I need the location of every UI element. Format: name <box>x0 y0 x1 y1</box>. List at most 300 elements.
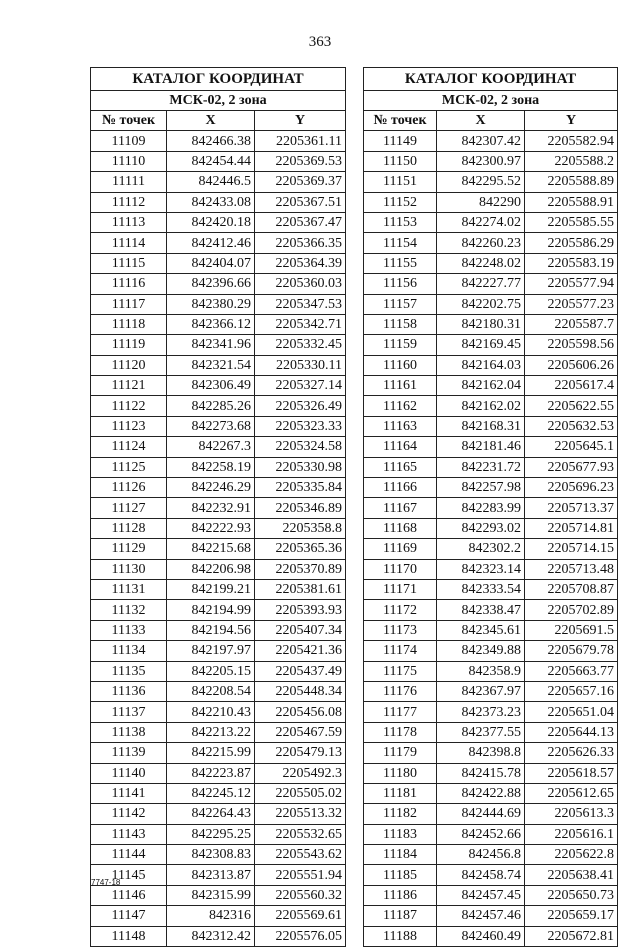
y-coordinate-cell: 2205560.32 <box>255 885 346 905</box>
x-coordinate-cell: 842168.31 <box>437 416 525 436</box>
y-coordinate-cell: 2205714.15 <box>525 539 618 559</box>
y-coordinate-cell: 2205381.61 <box>255 579 346 599</box>
point-number-cell: 11188 <box>364 926 437 946</box>
x-coordinate-cell: 842215.99 <box>167 743 255 763</box>
point-number-cell: 11170 <box>364 559 437 579</box>
y-coordinate-cell: 2205365.36 <box>255 539 346 559</box>
y-coordinate-cell: 2205393.93 <box>255 600 346 620</box>
x-coordinate-cell: 842349.88 <box>437 641 525 661</box>
y-coordinate-cell: 2205672.81 <box>525 926 618 946</box>
point-number-cell: 11144 <box>91 845 167 865</box>
point-number-cell: 11160 <box>364 355 437 375</box>
y-coordinate-cell: 2205714.81 <box>525 518 618 538</box>
table-row <box>91 722 346 742</box>
y-coordinate-cell: 2205364.39 <box>255 253 346 273</box>
y-coordinate-cell: 2205551.94 <box>255 865 346 885</box>
y-coordinate-cell: 2205618.57 <box>525 763 618 783</box>
x-coordinate-cell: 842199.21 <box>167 579 255 599</box>
y-coordinate-cell: 2205644.13 <box>525 722 618 742</box>
table-row <box>364 131 618 151</box>
point-number-cell: 11177 <box>364 702 437 722</box>
point-number-cell: 11163 <box>364 416 437 436</box>
table-row <box>364 314 618 334</box>
point-number-cell: 11138 <box>91 722 167 742</box>
table-row <box>91 314 346 334</box>
y-coordinate-cell: 2205346.89 <box>255 498 346 518</box>
x-coordinate-cell: 842460.49 <box>437 926 525 946</box>
y-coordinate-cell: 2205587.7 <box>525 314 618 334</box>
point-number-cell: 11159 <box>364 335 437 355</box>
x-coordinate-cell: 842208.54 <box>167 681 255 701</box>
table-row <box>91 763 346 783</box>
y-coordinate-cell: 2205577.94 <box>525 274 618 294</box>
point-number-cell: 11185 <box>364 865 437 885</box>
point-number-cell: 11141 <box>91 783 167 803</box>
document-code: 7747-18 <box>91 878 121 887</box>
table-row <box>364 212 618 232</box>
point-number-cell: 11155 <box>364 253 437 273</box>
left-coordinate-catalog <box>90 67 346 947</box>
table-row <box>91 478 346 498</box>
point-number-cell: 11123 <box>91 416 167 436</box>
point-number-cell: 11124 <box>91 437 167 457</box>
y-coordinate-cell: 2205513.32 <box>255 804 346 824</box>
table-row <box>91 702 346 722</box>
table-row <box>91 376 346 396</box>
table-row <box>364 233 618 253</box>
table-row <box>364 151 618 171</box>
x-coordinate-cell: 842458.74 <box>437 865 525 885</box>
x-coordinate-cell: 842222.93 <box>167 518 255 538</box>
x-coordinate-cell: 842396.66 <box>167 274 255 294</box>
point-number-cell: 11148 <box>91 926 167 946</box>
table-row <box>364 783 618 803</box>
point-number-cell: 11158 <box>364 314 437 334</box>
x-coordinate-cell: 842415.78 <box>437 763 525 783</box>
point-number-cell: 11157 <box>364 294 437 314</box>
point-number-cell: 11161 <box>364 376 437 396</box>
point-number-cell: 11122 <box>91 396 167 416</box>
table-row <box>91 845 346 865</box>
point-number-cell: 11128 <box>91 518 167 538</box>
x-coordinate-cell: 842213.22 <box>167 722 255 742</box>
x-coordinate-cell: 842215.68 <box>167 539 255 559</box>
table-row <box>91 335 346 355</box>
table-row <box>91 926 346 946</box>
table-row <box>91 743 346 763</box>
table-row <box>91 294 346 314</box>
table-row <box>364 478 618 498</box>
x-coordinate-cell: 842312.42 <box>167 926 255 946</box>
x-coordinate-cell: 842306.49 <box>167 376 255 396</box>
y-coordinate-cell: 2205342.71 <box>255 314 346 334</box>
table-row <box>364 620 618 640</box>
y-coordinate-cell: 2205588.2 <box>525 151 618 171</box>
y-coordinate-cell: 2205657.16 <box>525 681 618 701</box>
x-coordinate-cell: 842194.99 <box>167 600 255 620</box>
x-coordinate-cell: 842466.38 <box>167 131 255 151</box>
x-coordinate-cell: 842420.18 <box>167 212 255 232</box>
x-coordinate-cell: 842258.19 <box>167 457 255 477</box>
point-number-cell: 11172 <box>364 600 437 620</box>
y-coordinate-cell: 2205327.14 <box>255 376 346 396</box>
y-coordinate-cell: 2205569.61 <box>255 906 346 926</box>
table-row <box>91 192 346 212</box>
y-coordinate-cell: 2205677.93 <box>525 457 618 477</box>
point-number-cell: 11118 <box>91 314 167 334</box>
table-row <box>364 539 618 559</box>
point-number-cell: 11143 <box>91 824 167 844</box>
table-row <box>364 661 618 681</box>
table-row <box>364 376 618 396</box>
point-number-cell: 11120 <box>91 355 167 375</box>
table-row <box>364 641 618 661</box>
x-coordinate-cell: 842456.8 <box>437 845 525 865</box>
x-coordinate-cell: 842273.68 <box>167 416 255 436</box>
point-number-cell: 11115 <box>91 253 167 273</box>
point-number-cell: 11152 <box>364 192 437 212</box>
y-coordinate-cell: 2205367.47 <box>255 212 346 232</box>
y-coordinate-cell: 2205651.04 <box>525 702 618 722</box>
y-coordinate-cell: 2205702.89 <box>525 600 618 620</box>
table-row <box>364 355 618 375</box>
column-header-point-number: № точек <box>91 111 167 131</box>
table-row <box>91 274 346 294</box>
y-coordinate-cell: 2205588.91 <box>525 192 618 212</box>
x-coordinate-cell: 842283.99 <box>437 498 525 518</box>
table-row <box>364 274 618 294</box>
x-coordinate-cell: 842454.44 <box>167 151 255 171</box>
x-coordinate-cell: 842210.43 <box>167 702 255 722</box>
y-coordinate-cell: 2205708.87 <box>525 579 618 599</box>
x-coordinate-cell: 842307.42 <box>437 131 525 151</box>
table-row <box>91 824 346 844</box>
y-coordinate-cell: 2205576.05 <box>255 926 346 946</box>
x-coordinate-cell: 842197.97 <box>167 641 255 661</box>
y-coordinate-cell: 2205369.53 <box>255 151 346 171</box>
x-coordinate-cell: 842274.02 <box>437 212 525 232</box>
x-coordinate-cell: 842366.12 <box>167 314 255 334</box>
table-row <box>364 518 618 538</box>
point-number-cell: 11139 <box>91 743 167 763</box>
y-coordinate-cell: 2205582.94 <box>525 131 618 151</box>
table-row <box>91 620 346 640</box>
point-number-cell: 11112 <box>91 192 167 212</box>
point-number-cell: 11119 <box>91 335 167 355</box>
y-coordinate-cell: 2205598.56 <box>525 335 618 355</box>
table-row <box>91 906 346 926</box>
x-coordinate-cell: 842223.87 <box>167 763 255 783</box>
y-coordinate-cell: 2205360.03 <box>255 274 346 294</box>
point-number-cell: 11181 <box>364 783 437 803</box>
y-coordinate-cell: 2205324.58 <box>255 437 346 457</box>
x-coordinate-cell: 842412.46 <box>167 233 255 253</box>
y-coordinate-cell: 2205358.8 <box>255 518 346 538</box>
y-coordinate-cell: 2205347.53 <box>255 294 346 314</box>
x-coordinate-cell: 842162.02 <box>437 396 525 416</box>
x-coordinate-cell: 842245.12 <box>167 783 255 803</box>
point-number-cell: 11133 <box>91 620 167 640</box>
point-number-cell: 11154 <box>364 233 437 253</box>
column-header-point-number: № точек <box>364 111 437 131</box>
y-coordinate-cell: 2205626.33 <box>525 743 618 763</box>
point-number-cell: 11180 <box>364 763 437 783</box>
y-coordinate-cell: 2205613.3 <box>525 804 618 824</box>
y-coordinate-cell: 2205588.89 <box>525 172 618 192</box>
y-coordinate-cell: 2205638.41 <box>525 865 618 885</box>
table-row <box>364 600 618 620</box>
y-coordinate-cell: 2205532.65 <box>255 824 346 844</box>
point-number-cell: 11134 <box>91 641 167 661</box>
point-number-cell: 11117 <box>91 294 167 314</box>
y-coordinate-cell: 2205679.78 <box>525 641 618 661</box>
point-number-cell: 11129 <box>91 539 167 559</box>
table-row <box>91 151 346 171</box>
table-row <box>364 437 618 457</box>
y-coordinate-cell: 2205467.59 <box>255 722 346 742</box>
x-coordinate-cell: 842202.75 <box>437 294 525 314</box>
table-row <box>364 579 618 599</box>
catalog-title: КАТАЛОГ КООРДИНАТ <box>91 68 346 91</box>
table-row <box>364 722 618 742</box>
x-coordinate-cell: 842338.47 <box>437 600 525 620</box>
table-row <box>91 865 346 885</box>
x-coordinate-cell: 842180.31 <box>437 314 525 334</box>
point-number-cell: 11136 <box>91 681 167 701</box>
x-coordinate-cell: 842373.23 <box>437 702 525 722</box>
y-coordinate-cell: 2205479.13 <box>255 743 346 763</box>
y-coordinate-cell: 2205366.35 <box>255 233 346 253</box>
point-number-cell: 11165 <box>364 457 437 477</box>
point-number-cell: 11168 <box>364 518 437 538</box>
column-header-x: X <box>437 111 525 131</box>
point-number-cell: 11114 <box>91 233 167 253</box>
x-coordinate-cell: 842290 <box>437 192 525 212</box>
point-number-cell: 11147 <box>91 906 167 926</box>
x-coordinate-cell: 842300.97 <box>437 151 525 171</box>
y-coordinate-cell: 2205617.4 <box>525 376 618 396</box>
y-coordinate-cell: 2205323.33 <box>255 416 346 436</box>
y-coordinate-cell: 2205650.73 <box>525 885 618 905</box>
x-coordinate-cell: 842380.29 <box>167 294 255 314</box>
table-row <box>91 600 346 620</box>
x-coordinate-cell: 842267.3 <box>167 437 255 457</box>
table-row <box>364 804 618 824</box>
point-number-cell: 11175 <box>364 661 437 681</box>
point-number-cell: 11149 <box>364 131 437 151</box>
x-coordinate-cell: 842295.52 <box>437 172 525 192</box>
y-coordinate-cell: 2205332.45 <box>255 335 346 355</box>
point-number-cell: 11113 <box>91 212 167 232</box>
x-coordinate-cell: 842321.54 <box>167 355 255 375</box>
table-row <box>364 763 618 783</box>
x-coordinate-cell: 842169.45 <box>437 335 525 355</box>
x-coordinate-cell: 842264.43 <box>167 804 255 824</box>
y-coordinate-cell: 2205369.37 <box>255 172 346 192</box>
y-coordinate-cell: 2205456.08 <box>255 702 346 722</box>
point-number-cell: 11140 <box>91 763 167 783</box>
point-number-cell: 11142 <box>91 804 167 824</box>
point-number-cell: 11125 <box>91 457 167 477</box>
y-coordinate-cell: 2205616.1 <box>525 824 618 844</box>
y-coordinate-cell: 2205691.5 <box>525 620 618 640</box>
table-row <box>364 192 618 212</box>
y-coordinate-cell: 2205367.51 <box>255 192 346 212</box>
table-row <box>91 212 346 232</box>
x-coordinate-cell: 842323.14 <box>437 559 525 579</box>
column-header-x: X <box>167 111 255 131</box>
x-coordinate-cell: 842246.29 <box>167 478 255 498</box>
table-row <box>91 416 346 436</box>
x-coordinate-cell: 842194.56 <box>167 620 255 640</box>
table-row <box>91 396 346 416</box>
y-coordinate-cell: 2205437.49 <box>255 661 346 681</box>
table-row <box>364 926 618 946</box>
y-coordinate-cell: 2205696.23 <box>525 478 618 498</box>
x-coordinate-cell: 842248.02 <box>437 253 525 273</box>
x-coordinate-cell: 842446.5 <box>167 172 255 192</box>
point-number-cell: 11121 <box>91 376 167 396</box>
point-number-cell: 11183 <box>364 824 437 844</box>
y-coordinate-cell: 2205421.36 <box>255 641 346 661</box>
point-number-cell: 11166 <box>364 478 437 498</box>
point-number-cell: 11135 <box>91 661 167 681</box>
catalog-title: КАТАЛОГ КООРДИНАТ <box>364 68 618 91</box>
x-coordinate-cell: 842398.8 <box>437 743 525 763</box>
x-coordinate-cell: 842285.26 <box>167 396 255 416</box>
point-number-cell: 11130 <box>91 559 167 579</box>
x-coordinate-cell: 842377.55 <box>437 722 525 742</box>
x-coordinate-cell: 842232.91 <box>167 498 255 518</box>
x-coordinate-cell: 842313.87 <box>167 865 255 885</box>
point-number-cell: 11109 <box>91 131 167 151</box>
x-coordinate-cell: 842341.96 <box>167 335 255 355</box>
table-row <box>364 172 618 192</box>
point-number-cell: 11169 <box>364 539 437 559</box>
y-coordinate-cell: 2205335.84 <box>255 478 346 498</box>
point-number-cell: 11137 <box>91 702 167 722</box>
x-coordinate-cell: 842358.9 <box>437 661 525 681</box>
x-coordinate-cell: 842367.97 <box>437 681 525 701</box>
point-number-cell: 11164 <box>364 437 437 457</box>
table-row <box>364 824 618 844</box>
table-row <box>364 396 618 416</box>
y-coordinate-cell: 2205585.55 <box>525 212 618 232</box>
y-coordinate-cell: 2205492.3 <box>255 763 346 783</box>
point-number-cell: 11184 <box>364 845 437 865</box>
y-coordinate-cell: 2205330.98 <box>255 457 346 477</box>
table-row <box>364 559 618 579</box>
table-row <box>364 906 618 926</box>
table-row <box>364 702 618 722</box>
x-coordinate-cell: 842231.72 <box>437 457 525 477</box>
point-number-cell: 11131 <box>91 579 167 599</box>
x-coordinate-cell: 842205.15 <box>167 661 255 681</box>
catalog-subtitle: МСК-02, 2 зона <box>364 91 618 111</box>
y-coordinate-cell: 2205632.53 <box>525 416 618 436</box>
column-header-y: Y <box>525 111 618 131</box>
x-coordinate-cell: 842316 <box>167 906 255 926</box>
table-row <box>364 845 618 865</box>
table-row <box>364 498 618 518</box>
table-row <box>91 518 346 538</box>
point-number-cell: 11146 <box>91 885 167 905</box>
table-row <box>91 131 346 151</box>
x-coordinate-cell: 842308.83 <box>167 845 255 865</box>
table-row <box>91 498 346 518</box>
x-coordinate-cell: 842444.69 <box>437 804 525 824</box>
point-number-cell: 11162 <box>364 396 437 416</box>
y-coordinate-cell: 2205622.8 <box>525 845 618 865</box>
y-coordinate-cell: 2205370.89 <box>255 559 346 579</box>
table-row <box>364 294 618 314</box>
point-number-cell: 11186 <box>364 885 437 905</box>
table-row <box>364 743 618 763</box>
catalog-subtitle: МСК-02, 2 зона <box>91 91 346 111</box>
point-number-cell: 11116 <box>91 274 167 294</box>
y-coordinate-cell: 2205606.26 <box>525 355 618 375</box>
table-row <box>364 253 618 273</box>
point-number-cell: 11126 <box>91 478 167 498</box>
point-number-cell: 11132 <box>91 600 167 620</box>
x-coordinate-cell: 842162.04 <box>437 376 525 396</box>
x-coordinate-cell: 842293.02 <box>437 518 525 538</box>
x-coordinate-cell: 842164.03 <box>437 355 525 375</box>
y-coordinate-cell: 2205645.1 <box>525 437 618 457</box>
table-row <box>91 233 346 253</box>
table-row <box>91 579 346 599</box>
x-coordinate-cell: 842422.88 <box>437 783 525 803</box>
point-number-cell: 11187 <box>364 906 437 926</box>
table-row <box>364 865 618 885</box>
page-number: 363 <box>308 34 332 50</box>
table-row <box>91 661 346 681</box>
table-row <box>91 641 346 661</box>
point-number-cell: 11156 <box>364 274 437 294</box>
y-coordinate-cell: 2205659.17 <box>525 906 618 926</box>
x-coordinate-cell: 842404.07 <box>167 253 255 273</box>
x-coordinate-cell: 842333.54 <box>437 579 525 599</box>
table-row <box>364 416 618 436</box>
point-number-cell: 11127 <box>91 498 167 518</box>
x-coordinate-cell: 842257.98 <box>437 478 525 498</box>
y-coordinate-cell: 2205622.55 <box>525 396 618 416</box>
x-coordinate-cell: 842452.66 <box>437 824 525 844</box>
table-row <box>91 804 346 824</box>
table-row <box>364 457 618 477</box>
table-row <box>364 681 618 701</box>
point-number-cell: 11173 <box>364 620 437 640</box>
y-coordinate-cell: 2205586.29 <box>525 233 618 253</box>
table-row <box>91 559 346 579</box>
y-coordinate-cell: 2205448.34 <box>255 681 346 701</box>
point-number-cell: 11182 <box>364 804 437 824</box>
y-coordinate-cell: 2205612.65 <box>525 783 618 803</box>
point-number-cell: 11171 <box>364 579 437 599</box>
point-number-cell: 11174 <box>364 641 437 661</box>
table-row <box>91 539 346 559</box>
y-coordinate-cell: 2205361.11 <box>255 131 346 151</box>
table-row <box>364 335 618 355</box>
table-row <box>91 172 346 192</box>
table-row <box>364 885 618 905</box>
point-number-cell: 11176 <box>364 681 437 701</box>
x-coordinate-cell: 842315.99 <box>167 885 255 905</box>
y-coordinate-cell: 2205577.23 <box>525 294 618 314</box>
point-number-cell: 11150 <box>364 151 437 171</box>
right-coordinate-catalog <box>363 67 618 947</box>
y-coordinate-cell: 2205407.34 <box>255 620 346 640</box>
